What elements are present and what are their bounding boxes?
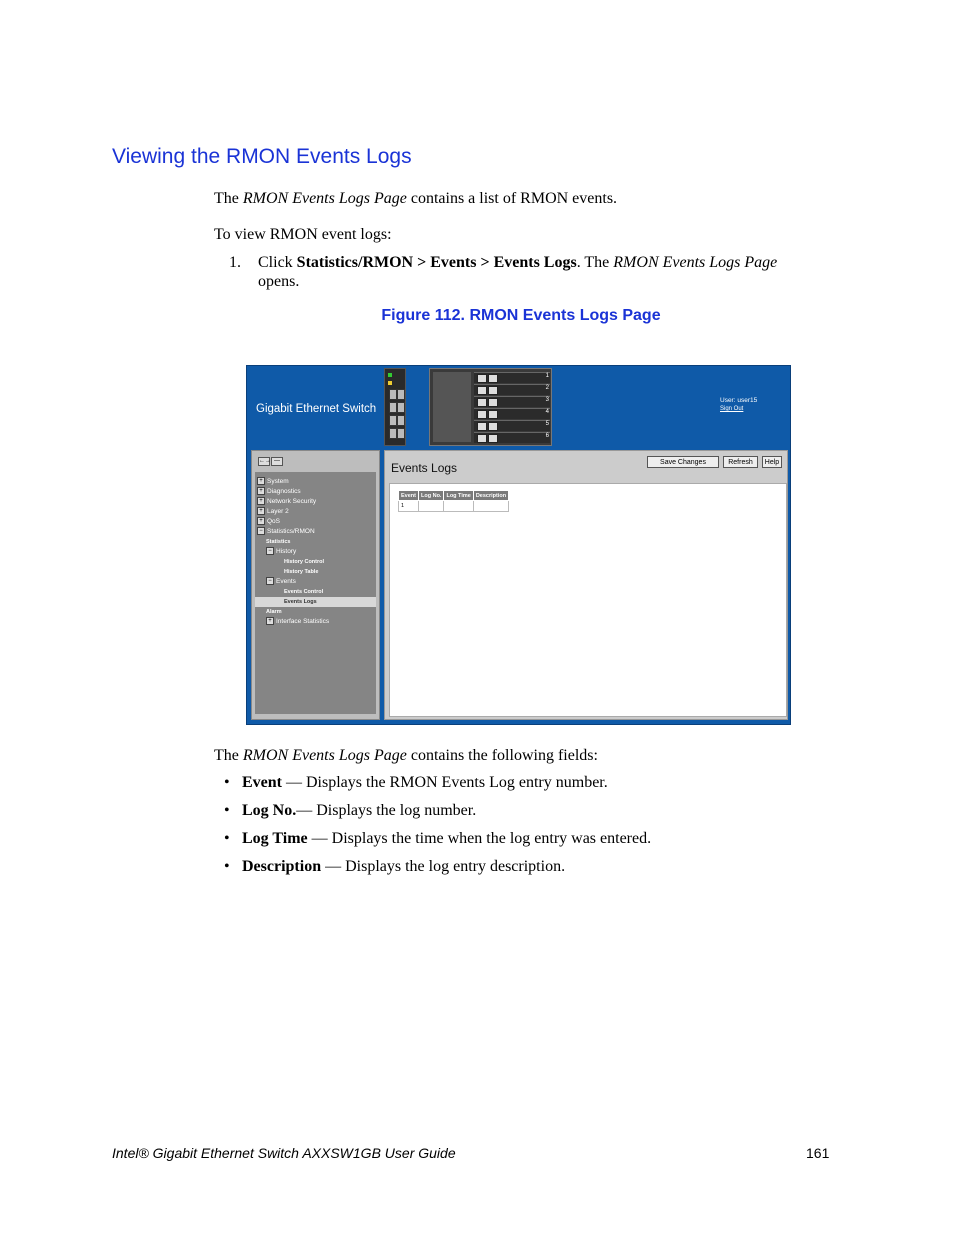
slot-number: 2 (545, 385, 549, 391)
field-description: — Displays the log entry description. (321, 858, 566, 875)
field-term: Log Time (242, 830, 308, 847)
tree-item-label: Events Control (284, 589, 324, 595)
tree-item[interactable] (255, 527, 376, 537)
slot-number: 3 (545, 397, 549, 403)
table-cell (473, 501, 508, 512)
page-number: 161 (806, 1145, 830, 1161)
column-header-log-time: Log Time (444, 491, 473, 501)
slot-number: 6 (545, 433, 549, 439)
field-description: — Displays the RMON Events Log entry number. (282, 774, 608, 791)
save-changes-button[interactable]: Save Changes (647, 456, 719, 468)
column-header-log-no: Log No. (418, 491, 443, 501)
column-header-event: Event (399, 491, 419, 501)
expand-icon[interactable]: + (257, 517, 265, 525)
tree-item[interactable] (255, 597, 376, 607)
expand-icon[interactable]: + (257, 497, 265, 505)
sidebar (251, 450, 380, 720)
tree-item[interactable] (255, 617, 376, 627)
field-term: Event (242, 774, 282, 791)
fields-intro-page-name: RMON Events Logs Page (242, 747, 407, 764)
collapse-icon[interactable]: − (257, 527, 265, 535)
content-area (389, 483, 787, 717)
help-button[interactable]: Help (762, 456, 782, 468)
chassis-slot (474, 396, 550, 407)
slot-number: 4 (545, 409, 549, 415)
tree-item[interactable] (255, 577, 376, 587)
fields-intro-text: The (214, 747, 243, 764)
tree-item[interactable] (255, 537, 376, 547)
expand-icon[interactable]: + (266, 617, 274, 625)
tree-item-label: History Control (284, 559, 325, 565)
slot-number: 5 (545, 421, 549, 427)
tree-item[interactable] (255, 607, 376, 617)
tree-item-label: Diagnostics (267, 488, 301, 495)
tree-item-label: Events Logs (284, 599, 317, 605)
expand-icon[interactable]: + (257, 507, 265, 515)
tree-item[interactable] (255, 497, 376, 507)
expand-all-button[interactable]: ←→ (259, 458, 271, 464)
switch-front-panel-image (384, 368, 406, 446)
expand-icon[interactable]: + (257, 477, 265, 485)
tree-item-label: QoS (267, 518, 281, 525)
expand-icon[interactable]: + (257, 487, 265, 495)
tree-item[interactable] (255, 557, 376, 567)
tree-item-label: System (267, 478, 289, 485)
tree-item[interactable] (255, 487, 376, 497)
tree-item[interactable] (255, 517, 376, 527)
sign-out-link[interactable]: Sign Out (720, 406, 744, 412)
figure-caption: Figure 112. RMON Events Logs Page (381, 307, 661, 324)
step-page-name: RMON Events Logs Page (613, 254, 778, 271)
field-description: — Displays the log number. (296, 802, 477, 819)
tree-item[interactable] (255, 507, 376, 517)
step-menu-path: Statistics/RMON > Events > Events Logs (296, 254, 577, 271)
collapse-all-button[interactable]: — (271, 457, 283, 466)
fields-intro (214, 746, 598, 766)
chassis-slot (474, 420, 550, 431)
tree-item-label: History (276, 548, 297, 555)
table-row (399, 501, 509, 512)
chassis-slot (474, 432, 550, 443)
field-term: Description (242, 858, 322, 875)
page-title: Events Logs (391, 461, 458, 475)
section-title: Viewing the RMON Events Logs (112, 145, 412, 168)
collapse-icon[interactable]: − (266, 577, 274, 585)
intro-paragraph (214, 189, 617, 209)
tree-item[interactable] (255, 547, 376, 557)
refresh-button[interactable]: Refresh (723, 456, 758, 468)
list-item: • Description — Displays the log entry description. (224, 858, 566, 875)
column-header-description: Description (473, 491, 508, 501)
main-panel (384, 450, 788, 720)
field-description: — Displays the time when the log entry was entered. (307, 830, 652, 847)
slot-number: 1 (545, 373, 549, 379)
procedure-intro: To view RMON event logs: (214, 226, 392, 243)
tree-item-label: Statistics/RMON (267, 528, 315, 535)
footer-title: Intel® Gigabit Ethernet Switch AXXSW1GB User Guide (112, 1145, 456, 1161)
step-text-end: opens. (258, 273, 300, 290)
figure-screenshot (246, 365, 791, 725)
navigation-tree-panel (255, 472, 376, 714)
list-item: • Event — Displays the RMON Events Log entry number. (224, 774, 608, 791)
step-number: 1. (229, 254, 241, 271)
fields-intro-text-end: contains the following fields: (406, 747, 598, 764)
intro-page-name: RMON Events Logs Page (242, 190, 407, 207)
tree-item-label: Interface Statistics (276, 618, 330, 625)
step-click: Click (258, 254, 297, 271)
chassis-image (429, 368, 552, 446)
tree-item[interactable] (255, 477, 376, 487)
step-text (258, 253, 777, 273)
chassis-slot (474, 408, 550, 419)
tree-item-label: History Table (284, 569, 319, 575)
tree-item-label: Layer 2 (267, 508, 289, 515)
chassis-slot (474, 372, 550, 383)
table-cell (418, 501, 443, 512)
events-logs-table (398, 490, 509, 512)
step-mid: . The (576, 254, 614, 271)
user-label: User: user15 (720, 397, 758, 404)
collapse-icon[interactable]: − (266, 547, 274, 555)
table-cell (444, 501, 473, 512)
app-title: Gigabit Ethernet Switch (256, 403, 377, 415)
tree-item[interactable] (255, 567, 376, 577)
field-list (224, 773, 651, 885)
tree-item[interactable] (255, 587, 376, 597)
table-cell: 1 (399, 501, 419, 512)
blade-modules-image (433, 372, 471, 442)
chassis-slot (474, 384, 550, 395)
intro-text: The (214, 190, 243, 207)
list-item: • Log Time — Displays the time when the log entry was entered. (224, 830, 652, 847)
field-term: Log No. (242, 802, 297, 819)
list-item: • Log No.— Displays the log number. (224, 802, 477, 819)
tree-item-label: Events (276, 578, 296, 585)
tree-item-label: Statistics (266, 539, 291, 545)
tree-item-label: Alarm (266, 609, 282, 615)
tree-item-label: Network Security (267, 498, 317, 505)
navigation-tree (255, 477, 376, 627)
intro-text-end: contains a list of RMON events. (406, 190, 618, 207)
